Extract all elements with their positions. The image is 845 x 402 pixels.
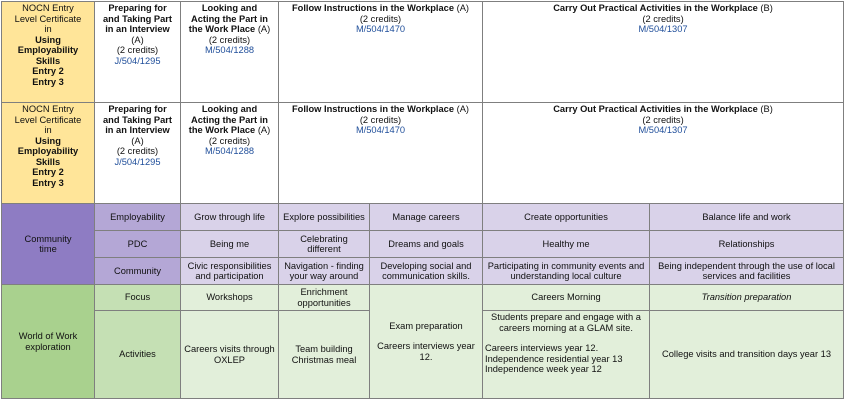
activity-text: Careers interviews year 12. [485, 343, 599, 353]
community-label: Community [95, 258, 181, 285]
unit-interview-cell [95, 2, 181, 103]
community-text: Developing social and [380, 260, 472, 271]
unit-level: (B) [760, 3, 773, 13]
activity-text: 12. [419, 351, 433, 362]
focus-label: Focus [95, 285, 181, 311]
cert-line: Using [35, 34, 61, 45]
unit-code: M/504/1288 [204, 146, 255, 156]
activity-text: Students prepare and engage with a [491, 312, 641, 322]
cert-line: Employability [17, 45, 79, 55]
activities-label: Activities [95, 311, 181, 399]
unit-title: and Taking Part [102, 13, 173, 24]
activity-text: Careers interviews year [377, 341, 475, 352]
unit-title: in an Interview [105, 24, 170, 34]
employability-cell: Manage careers [370, 204, 483, 231]
focus-text: Exam preparation [389, 320, 463, 331]
focus-text: Enrichment [300, 287, 348, 297]
unit-code: M/504/1470 [355, 24, 406, 34]
unit-code: M/504/1307 [638, 125, 688, 135]
focus-row [2, 285, 844, 311]
unit-level: (A) [257, 24, 271, 34]
employability-label: Employability [95, 204, 181, 231]
employability-cell: Explore possibilities [279, 204, 370, 231]
unit-credits: (2 credits) [208, 34, 251, 45]
community-cell [370, 258, 483, 285]
activity-cell [483, 311, 650, 399]
unit-title: Acting the Part in [191, 13, 268, 24]
certificate-cell [2, 2, 95, 103]
employability-cell: Grow through life [181, 204, 279, 231]
activity-text: Christmas meal [291, 354, 357, 365]
unit-code: J/504/1295 [114, 55, 161, 66]
community-text: and participation [195, 271, 264, 281]
community-text: understanding local culture [510, 271, 622, 281]
community-text: services and facilities [702, 271, 791, 281]
unit-carry-cell [483, 103, 844, 204]
activity-cell [181, 311, 279, 399]
cert-line: NOCN Entry [22, 104, 74, 114]
focus-cell: Transition preparation [650, 285, 844, 311]
activity-cell [279, 311, 370, 399]
community-text: Civic responsibilities [187, 260, 272, 271]
unit-follow-cell [279, 2, 483, 103]
cert-line: Entry 3 [32, 76, 64, 87]
pdc-text: Celebrating [300, 233, 348, 244]
cert-line: Entry 2 [32, 167, 64, 177]
qualification-row-1 [2, 2, 844, 103]
focus-cell [279, 285, 370, 311]
activity-text: Team building [295, 344, 353, 354]
unit-title: Preparing for [108, 104, 167, 114]
pdc-cell: Relationships [650, 231, 844, 258]
activity-cell: College visits and transition days year 13 [650, 311, 844, 399]
activity-text: Careers visits through [184, 344, 275, 354]
employability-cell: Balance life and work [650, 204, 844, 231]
unit-title: and Taking Part [102, 114, 173, 125]
cert-line: Level Certificate [14, 13, 82, 24]
community-text: communication skills. [382, 271, 470, 281]
unit-level: (B) [760, 104, 773, 114]
community-time-label [2, 204, 95, 285]
pdc-cell: Being me [181, 231, 279, 258]
unit-credits: (2 credits) [642, 13, 684, 24]
pdc-cell: Healthy me [483, 231, 650, 258]
unit-interview-cell [95, 103, 181, 204]
unit-level: (A) [257, 125, 271, 135]
unit-credits: (2 credits) [359, 13, 402, 24]
activity-text: Independence residential year 13 [485, 353, 623, 364]
pdc-text: different [307, 244, 341, 254]
unit-title: Acting the Part in [191, 114, 268, 125]
cert-line: Employability [17, 146, 79, 156]
focus-cell: Careers Morning [483, 285, 650, 311]
cert-line: Entry 2 [32, 66, 64, 76]
unit-title: Carry Out Practical Activities in the Workplace [553, 3, 758, 13]
community-row [2, 258, 844, 285]
community-cell [279, 258, 370, 285]
focus-cell: Workshops [181, 285, 279, 311]
unit-carry-cell [483, 2, 844, 103]
unit-level: (A) [131, 135, 144, 146]
cert-line: Level Certificate [14, 114, 82, 125]
exam-preparation-cell [370, 285, 483, 399]
qualification-row-2 [2, 103, 844, 204]
cert-line: NOCN Entry [22, 3, 74, 13]
unit-code: M/504/1307 [638, 24, 688, 34]
pdc-cell: Dreams and goals [370, 231, 483, 258]
unit-credits: (2 credits) [208, 135, 251, 146]
pdc-cell [279, 231, 370, 258]
curriculum-table [1, 1, 844, 399]
cert-line: Entry 3 [32, 177, 64, 188]
community-text: Navigation - finding [284, 260, 364, 271]
unit-acting-cell [181, 2, 279, 103]
cert-line: in [44, 24, 52, 34]
unit-title: Follow Instructions in the Workplace [291, 3, 455, 13]
community-text: your way around [289, 271, 359, 281]
cert-line: Skills [35, 156, 61, 167]
unit-credits: (2 credits) [116, 45, 159, 55]
unit-acting-cell [181, 103, 279, 204]
community-cell [483, 258, 650, 285]
world-of-work-text: exploration [25, 341, 71, 352]
certificate-cell [2, 103, 95, 204]
unit-title: the Work Place [188, 125, 256, 135]
pdc-row [2, 231, 844, 258]
unit-title: Looking and [201, 3, 258, 13]
unit-credits: (2 credits) [359, 114, 402, 125]
cert-line: Skills [35, 55, 61, 66]
community-text: Being independent through the use of local [658, 260, 835, 271]
unit-title: in an Interview [105, 125, 170, 135]
activity-text: careers morning at a GLAM site. [499, 322, 633, 333]
cert-line: in [44, 125, 52, 135]
unit-follow-cell [279, 103, 483, 204]
unit-level: (A) [456, 104, 470, 114]
unit-code: J/504/1295 [114, 156, 161, 167]
activity-text: OXLEP [213, 354, 245, 365]
community-time-text: time [39, 244, 57, 254]
employability-cell: Create opportunities [483, 204, 650, 231]
unit-code: M/504/1470 [355, 125, 406, 135]
activity-text: Independence week year 12 [485, 364, 602, 374]
unit-title: Looking and [201, 104, 258, 114]
unit-title: Follow Instructions in the Workplace [291, 104, 455, 114]
community-cell [650, 258, 844, 285]
unit-credits: (2 credits) [642, 114, 684, 125]
pdc-label: PDC [95, 231, 181, 258]
unit-credits: (2 credits) [116, 146, 159, 156]
unit-title: Carry Out Practical Activities in the Workplace [553, 104, 758, 114]
employability-row [2, 204, 844, 231]
community-time-text: Community [24, 233, 72, 244]
focus-text: opportunities [297, 297, 351, 308]
unit-code: M/504/1288 [204, 45, 255, 55]
unit-title: Preparing for [108, 3, 167, 13]
unit-title: the Work Place [188, 24, 256, 34]
community-text: Participating in community events and [487, 260, 645, 271]
world-of-work-text: World of Work [18, 331, 78, 341]
community-cell [181, 258, 279, 285]
unit-level: (A) [456, 3, 470, 13]
world-of-work-label [2, 285, 95, 399]
cert-line: Using [35, 135, 61, 146]
unit-level: (A) [131, 34, 144, 45]
